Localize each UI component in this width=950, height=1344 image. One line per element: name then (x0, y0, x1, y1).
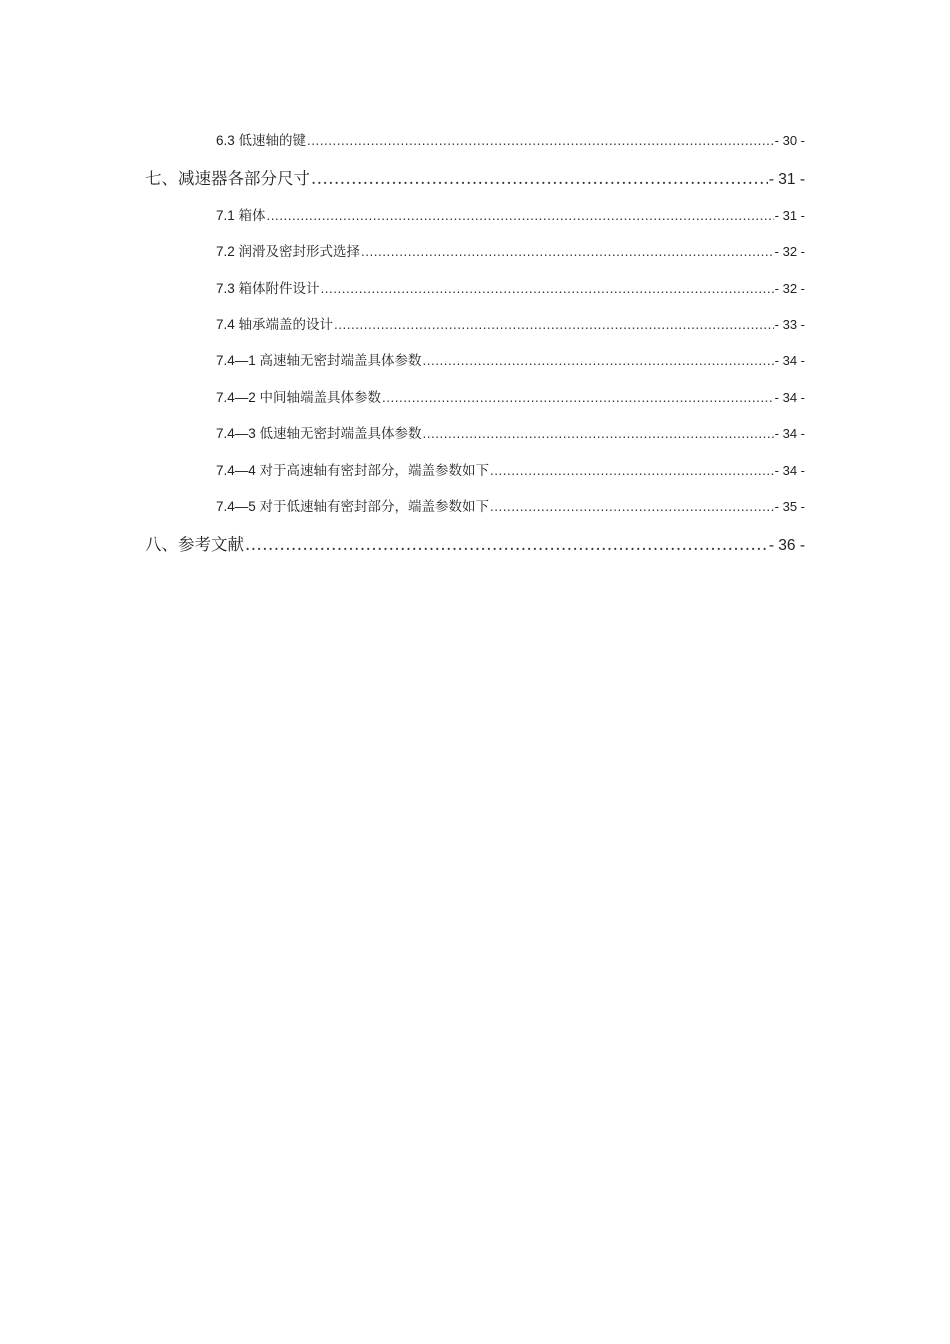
toc-entry-title: 7.2 润滑及密封形式选择 (216, 244, 361, 259)
toc-entry-page: - 34 - (774, 463, 805, 478)
toc-entry-7-2[interactable] (216, 240, 805, 260)
toc-entry-page: - 34 - (774, 390, 805, 405)
toc-entry-title: 7.4—5 对于低速轴有密封部分，端盖参数如下 (216, 499, 490, 514)
toc-entry-title: 八、参考文献 (145, 535, 244, 554)
toc-leader-dots (423, 426, 774, 441)
toc-entry-title: 7.4—1 高速轴无密封端盖具体参数 (216, 353, 422, 368)
toc-leader-dots (245, 535, 768, 554)
toc-leader-dots (334, 317, 774, 332)
toc-leader-dots (490, 463, 774, 478)
toc-entry-title: 7.3 箱体附件设计 (216, 281, 320, 296)
toc-entry-7-4-3[interactable] (216, 422, 805, 442)
toc-entry-7-4[interactable] (216, 313, 805, 333)
toc-entry-page: - 31 - (774, 208, 805, 223)
toc-entry-page: - 36 - (768, 537, 805, 554)
toc-entry-7-4-2[interactable] (216, 386, 805, 406)
toc-entry-page: - 33 - (774, 317, 805, 332)
toc-entry-title: 7.4 轴承端盖的设计 (216, 317, 334, 332)
toc-entry-page: - 31 - (768, 171, 805, 188)
toc-entry-7-4-5[interactable] (216, 495, 805, 515)
toc-entry-page: - 32 - (774, 244, 805, 259)
toc-entry-title: 6.3 低速轴的键 (216, 133, 307, 148)
toc-leader-dots (311, 169, 768, 188)
toc-entry-title: 7.4—2 中间轴端盖具体参数 (216, 390, 382, 405)
toc-leader-dots (423, 353, 774, 368)
toc-leader-dots (490, 499, 774, 514)
toc-entry-title: 七、减速器各部分尺寸 (145, 169, 310, 188)
toc-leader-dots (361, 244, 774, 259)
toc-leader-dots (307, 133, 774, 148)
toc-entry-chapter-7[interactable] (145, 165, 805, 189)
toc-leader-dots (267, 208, 774, 223)
toc-entry-page: - 34 - (774, 426, 805, 441)
toc-entry-title: 7.4—4 对于高速轴有密封部分，端盖参数如下 (216, 463, 490, 478)
toc-entry-6-3[interactable] (216, 129, 805, 149)
toc-entry-7-4-1[interactable] (216, 349, 805, 369)
toc-entry-title: 7.4—3 低速轴无密封端盖具体参数 (216, 426, 422, 441)
toc-entry-7-1[interactable] (216, 204, 805, 224)
toc-entry-page: - 34 - (774, 353, 805, 368)
toc-entry-7-4-4[interactable] (216, 459, 805, 479)
toc-leader-dots (321, 281, 774, 296)
toc-entry-page: - 35 - (774, 499, 805, 514)
toc-leader-dots (382, 390, 774, 405)
toc-entry-page: - 32 - (774, 281, 805, 296)
toc-entry-chapter-8[interactable] (145, 531, 805, 555)
toc-entry-7-3[interactable] (216, 277, 805, 297)
toc-entry-page: - 30 - (774, 133, 805, 148)
toc-entry-title: 7.1 箱体 (216, 208, 266, 223)
